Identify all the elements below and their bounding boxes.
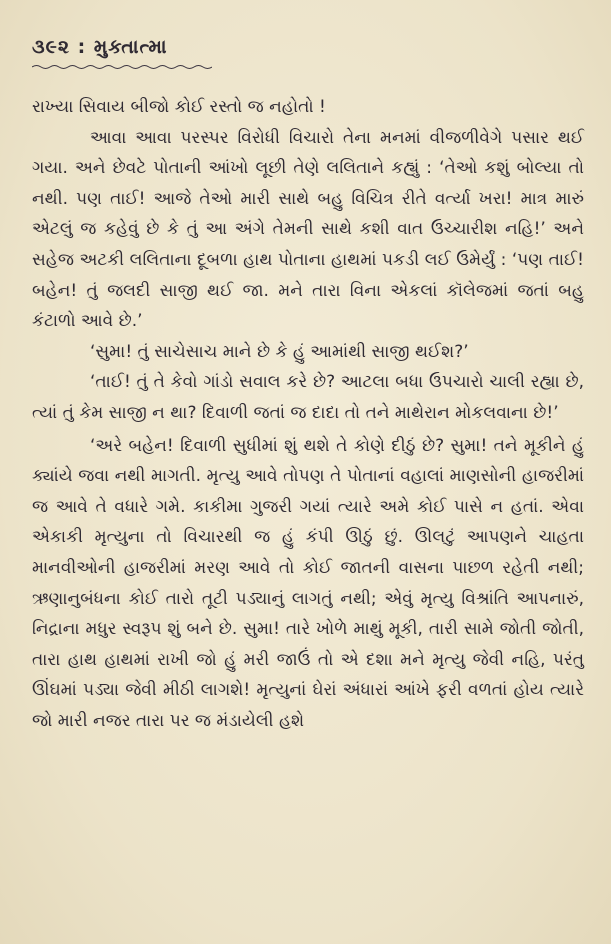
paragraph-1: રાખ્યા સિવાય બીજો કોઈ રસ્તો જ નહોતો !	[32, 97, 326, 117]
paragraph-4: ‘તાઈ! તું તે કેવો ગાંડો સવાલ કરે છે? આટલા બધા ઉપચારો ચાલી રહ્યા છે, ત્યાં તું કેમ સાજી ન થા? દિવાળી જતાં જ દાદા તો તને માથેરાન મોકલવાના છે!’	[32, 372, 584, 423]
paragraph-3: ‘સુમા! તું સાચેસાચ માને છે કે હું આમાંથી સાજી થઈશ?’	[90, 341, 469, 362]
header-wavy-rule	[32, 64, 212, 70]
body-text	[32, 92, 584, 736]
paragraph-5: ‘અરે બહેન! દિવાળી સુધીમાં શું થશે તે કોણે દીઠું છે? સુમા! તને મૂકીને હું ક્યાંયે જવા નથી માગતી. મૃત્યુ આવે તોપણ તે પોતાનાં વહાલાં માણસોની હાજરીમાં જ આવે તે વધારે ગમે. કાકીમા ગુજરી ગયાં ત્યારે અમે કોઈ પાસે ન હતાં. એવા એકાકી મૃત્યુના તો વિચારથી જ હું કંપી ઊઠું છું. ઊલટું આપણને ચાહતા માનવીઓની હાજરીમાં મરણ આવે તો કોઈ જાતની વાસના પાછળ રહેતી નથી; ઋણાનુબંધના કોઈ તારો તૂટી પડ્યાનું લાગતું નથી; એવું મૃત્યુ વિશ્રાંતિ આપનારું, નિદ્રાના મધુર સ્વરૂપ શું બને છે. સુમા! તારે ખોળે માથું મૂકી, તારી સામે જોતી જોતી, તારા હાથ હાથમાં રાખી જો હું મરી જાઉં તો એ દશા મને મૃત્યુ જેવી નહિ, પરંતુ ઊંઘમાં પડ્યા જેવી મીઠી લાગશે! મૃત્યુનાં ઘેરાં અંધારાં આંખે ફરી વળતાં હોય ત્યારે જો મારી નજર તારા પર જ મંડાયેલી હશે	[32, 435, 584, 731]
page-number: ૩૯૨	[32, 36, 71, 58]
running-header	[32, 36, 168, 58]
paragraph-2: આવા આવા પરસ્પર વિરોધી વિચારો તેના મનમાં વીજળીવેગે પસાર થઈ ગયા. અને છેવટે પોતાની આંખો લૂછી તેણે લલિતાને કહ્યું : ‘તેઓ કશું બોલ્યા તો નથી. પણ તાઈ! આજે તેઓ મારી સાથે બહુ વિચિત્ર રીતે વર્ત્યા ખરા! માત્ર મારું એટલું જ કહેવું છે કે તું આ અંગે તેમની સાથે કશી વાત ઉચ્ચારીશ નહિ!’ અને સહેજ અટકી લલિતાના દૂબળા હાથ પોતાના હાથમાં પકડી લઈ ઉમેર્યું : ‘પણ તાઈ! બહેન! તું જલદી સાજી થઈ જા. મને તારા વિના એકલાં કૉલેજમાં જતાં બહુ કંટાળો આવે છે.’	[32, 127, 584, 332]
header-separator: :	[70, 36, 94, 58]
book-title: મુક્તાત્મા	[93, 36, 168, 58]
